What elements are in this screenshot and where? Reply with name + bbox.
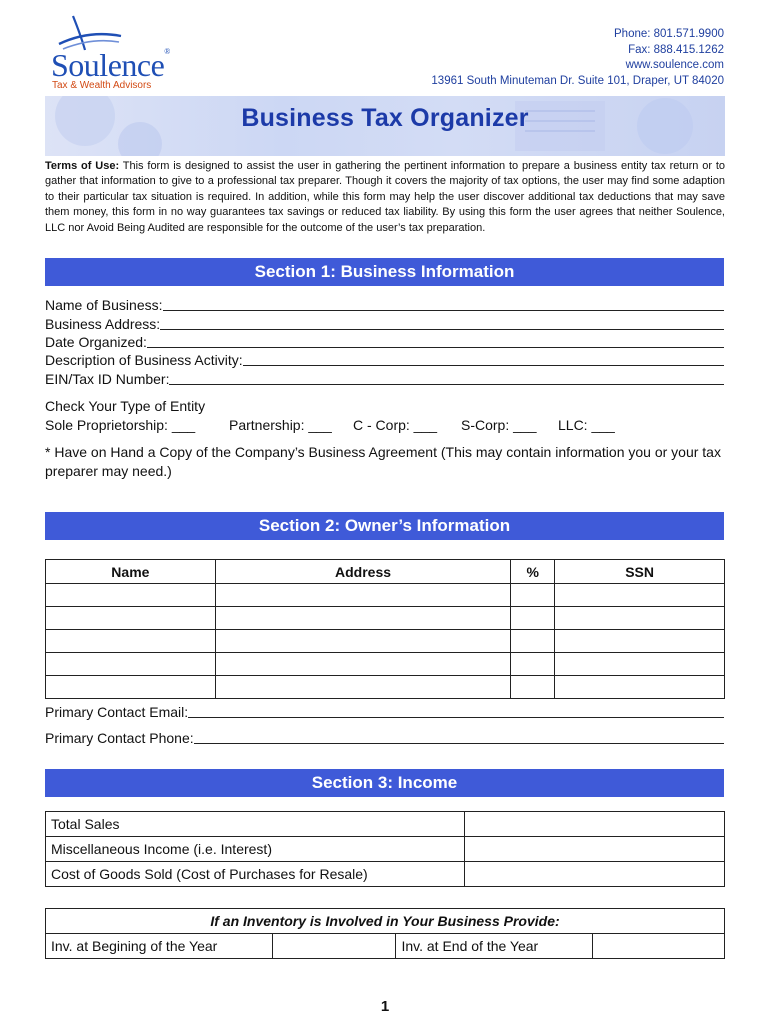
inventory-end-label: Inv. at End of the Year bbox=[396, 934, 593, 959]
terms-of-use bbox=[45, 159, 725, 236]
owner-ssn-cell[interactable] bbox=[555, 607, 725, 630]
table-row bbox=[46, 837, 725, 862]
date-organized-line[interactable] bbox=[147, 333, 724, 348]
primary-phone-line[interactable] bbox=[194, 729, 724, 744]
inventory-heading: If an Inventory is Involved in Your Business Provide: bbox=[46, 909, 725, 934]
entity-llc[interactable]: LLC: ___ bbox=[558, 417, 615, 433]
table-row bbox=[46, 812, 725, 837]
primary-phone-label: Primary Contact Phone: bbox=[45, 730, 194, 746]
section2-header: Section 2: Owner’s Information bbox=[45, 512, 724, 540]
total-sales-cell[interactable] bbox=[465, 812, 725, 837]
misc-income-cell[interactable] bbox=[465, 837, 725, 862]
website-link[interactable]: www.soulence.com bbox=[625, 59, 724, 72]
owners-col-ssn: SSN bbox=[555, 560, 725, 584]
primary-email-field[interactable] bbox=[45, 701, 724, 720]
owner-ssn-cell[interactable] bbox=[555, 584, 725, 607]
date-organized-label: Date Organized: bbox=[45, 334, 147, 350]
owner-ssn-cell[interactable] bbox=[555, 630, 725, 653]
business-address-line[interactable] bbox=[160, 315, 724, 330]
phone-text: Phone: 801.571.9900 bbox=[614, 28, 724, 40]
ein-field[interactable] bbox=[45, 368, 724, 387]
owner-percent-cell[interactable] bbox=[511, 630, 555, 653]
owner-percent-cell[interactable] bbox=[511, 676, 555, 699]
business-name-field[interactable] bbox=[45, 294, 724, 313]
business-address-field[interactable] bbox=[45, 313, 724, 332]
primary-email-label: Primary Contact Email: bbox=[45, 704, 189, 720]
business-name-label: Name of Business: bbox=[45, 297, 163, 313]
entity-s-corp[interactable]: S-Corp: ___ bbox=[461, 417, 537, 433]
ein-line[interactable] bbox=[169, 370, 724, 385]
owner-address-cell[interactable] bbox=[215, 653, 511, 676]
owners-table bbox=[45, 559, 725, 699]
entity-partnership[interactable]: Partnership: ___ bbox=[229, 417, 332, 433]
entity-sole-proprietorship[interactable]: Sole Proprietorship: ___ bbox=[45, 417, 196, 433]
date-organized-field[interactable] bbox=[45, 331, 724, 350]
inventory-begin-cell[interactable] bbox=[272, 934, 396, 959]
income-table bbox=[45, 811, 725, 887]
owner-address-cell[interactable] bbox=[215, 584, 511, 607]
owner-name-cell[interactable] bbox=[46, 584, 216, 607]
owners-col-address: Address bbox=[215, 560, 511, 584]
fax-text: Fax: 888.415.1262 bbox=[628, 43, 724, 56]
total-sales-label: Total Sales bbox=[46, 812, 465, 837]
terms-label: Terms of Use: bbox=[45, 160, 120, 172]
owner-name-cell[interactable] bbox=[46, 676, 216, 699]
business-agreement-note: * Have on Hand a Copy of the Company’s Business Agreement (This may contain information you or your tax preparer may need.) bbox=[45, 444, 721, 479]
cogs-label: Cost of Goods Sold (Cost of Purchases for Resale) bbox=[46, 862, 465, 887]
entity-type-heading: Check Your Type of Entity bbox=[45, 398, 206, 414]
table-row bbox=[46, 862, 725, 887]
owner-percent-cell[interactable] bbox=[511, 653, 555, 676]
table-row bbox=[46, 607, 725, 630]
owners-col-percent: % bbox=[511, 560, 555, 584]
owner-ssn-cell[interactable] bbox=[555, 676, 725, 699]
owners-col-name: Name bbox=[46, 560, 216, 584]
soulence-logo bbox=[45, 14, 195, 94]
primary-email-line[interactable] bbox=[188, 703, 724, 718]
owner-name-cell[interactable] bbox=[46, 630, 216, 653]
table-row bbox=[46, 934, 725, 959]
business-activity-line[interactable] bbox=[243, 351, 724, 366]
owner-name-cell[interactable] bbox=[46, 607, 216, 630]
business-address-label: Business Address: bbox=[45, 316, 161, 332]
contact-info bbox=[431, 27, 724, 89]
inventory-end-cell[interactable] bbox=[593, 934, 725, 959]
owner-address-cell[interactable] bbox=[215, 630, 511, 653]
owners-table-header bbox=[46, 560, 725, 584]
logo-wordmark: Soulence bbox=[51, 47, 165, 83]
cogs-cell[interactable] bbox=[465, 862, 725, 887]
owner-address-cell[interactable] bbox=[215, 676, 511, 699]
business-name-line[interactable] bbox=[163, 296, 725, 311]
section3-header: Section 3: Income bbox=[45, 769, 724, 797]
ein-label: EIN/Tax ID Number: bbox=[45, 371, 170, 387]
title-banner bbox=[45, 96, 725, 156]
table-row bbox=[46, 584, 725, 607]
owner-ssn-cell[interactable] bbox=[555, 653, 725, 676]
inventory-header-row bbox=[46, 909, 725, 934]
business-activity-field[interactable] bbox=[45, 349, 724, 368]
inventory-begin-label: Inv. at Begining of the Year bbox=[46, 934, 273, 959]
misc-income-label: Miscellaneous Income (i.e. Interest) bbox=[46, 837, 465, 862]
logo-tagline: Tax & Wealth Advisors bbox=[52, 80, 152, 91]
owner-address-cell[interactable] bbox=[215, 607, 511, 630]
table-row bbox=[46, 676, 725, 699]
inventory-table bbox=[45, 908, 725, 959]
entity-c-corp[interactable]: C - Corp: ___ bbox=[353, 417, 438, 433]
owner-percent-cell[interactable] bbox=[511, 607, 555, 630]
section1-header: Section 1: Business Information bbox=[45, 258, 724, 286]
owner-percent-cell[interactable] bbox=[511, 584, 555, 607]
table-row bbox=[46, 653, 725, 676]
logo-trademark: ® bbox=[164, 47, 170, 56]
owner-name-cell[interactable] bbox=[46, 653, 216, 676]
business-activity-label: Description of Business Activity: bbox=[45, 352, 243, 368]
primary-phone-field[interactable] bbox=[45, 727, 724, 746]
address-text: 13961 South Minuteman Dr. Suite 101, Draper, UT 84020 bbox=[431, 74, 724, 87]
terms-text: This form is designed to assist the user in gathering the pertinent information to prepare a business entity tax return or to gather that information to give to a professional tax preparer. Though it covers the majority of tax options, the user may find some adaption to their particular tax situation is required. In addition, while this form may help the user discover additional tax deductions that may save them money, this form in no way guarantees tax savings or reduced tax liability. By using this form the user agrees that neither Soulence, LLC nor Avoid Being Audited are responsible for the outcome of the user’s tax preparation. bbox=[45, 160, 725, 234]
page-number: 1 bbox=[380, 998, 390, 1015]
page-title: Business Tax Organizer bbox=[241, 104, 529, 132]
table-row bbox=[46, 630, 725, 653]
